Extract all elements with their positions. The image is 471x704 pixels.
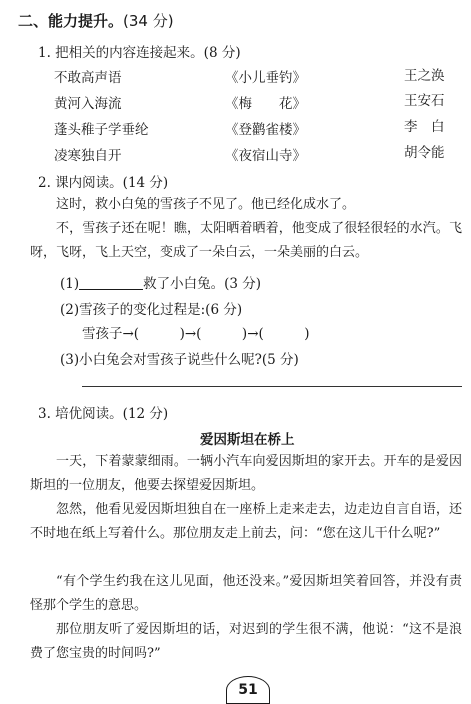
q1-right-item: 胡令能 (404, 145, 445, 161)
passage-para-3: “有个学生约我在这儿见面，他还没来。”爱因斯坦笑着回答，并没有责怪那个学生的意思。 (30, 574, 462, 613)
q2-sub1-answer-blank[interactable] (79, 275, 143, 290)
q2-sub2-text: (2)雪孩子的变化过程是:(6 分) (60, 302, 243, 318)
q2-prompt: 2. 课内阅读。(14 分) (38, 175, 169, 191)
q1-right-item: 王之涣 (404, 68, 445, 84)
q1-right-item: 王安石 (404, 93, 445, 109)
q2-sub1-text: 救了小白兔。(3 分) (143, 276, 262, 292)
q1-left-item: 黄河入海流 (54, 96, 122, 112)
q2-sub3-text: (3)小白兔会对雪孩子说些什么呢?(5 分) (60, 352, 299, 368)
page-number: 51 (226, 676, 270, 704)
passage-title: 爱因斯坦在桥上 (200, 432, 295, 448)
q1-left-item: 不敢高声语 (54, 70, 122, 86)
q1-middle-item: 《夜宿山寺》 (225, 148, 306, 164)
q2-passage-para-2: 不，雪孩子还在呢！瞧，太阳晒着晒着，他变成了很轻很轻的水汽。飞呀，飞呀，飞上天空，变成了一朵白云，一朵美丽的白云。 (30, 221, 462, 260)
q2-sub2-chain[interactable]: 雪孩子→( )→( )→( ) (82, 326, 310, 342)
q1-right-item: 李 白 (404, 119, 445, 135)
q1-left-item: 蓬头稚子学垂纶 (54, 122, 149, 138)
q1-prompt: 1. 把相关的内容连接起来。(8 分) (38, 45, 241, 61)
section-score: (34 分) (123, 12, 174, 30)
q2-sub1-number: (1) (60, 276, 80, 292)
q1-middle-item: 《梅 花》 (225, 96, 306, 112)
passage-para-2: 忽然，他看见爱因斯坦独自在一座桥上走来走去，边走边自言自语，还不时地在纸上写着什么。那位朋友走上前去，问：“您在这儿干什么呢?” (30, 502, 462, 541)
passage-para-4: 那位朋友听了爱因斯坦的话，对迟到的学生很不满，他说：“这不是浪费了您宝贵的时间吗?” (30, 622, 462, 661)
q1-left-item: 凌寒独自开 (54, 148, 122, 164)
q2-passage-para-1: 这时，救小白兔的雪孩子不见了。他已经化成水了。 (56, 197, 356, 212)
passage-para-1: 一天，下着蒙蒙细雨。一辆小汽车向爱因斯坦的家开去。开车的是爱因斯坦的一位朋友，他要去探望爱因斯坦。 (30, 454, 462, 493)
section-title: 二、能力提升。 (18, 12, 124, 30)
q1-middle-item: 《登鹳雀楼》 (225, 122, 306, 138)
q1-middle-item: 《小儿垂钓》 (225, 70, 306, 86)
q3-prompt: 3. 培优阅读。(12 分) (38, 406, 169, 422)
q2-sub3-answer-line[interactable] (82, 386, 462, 387)
